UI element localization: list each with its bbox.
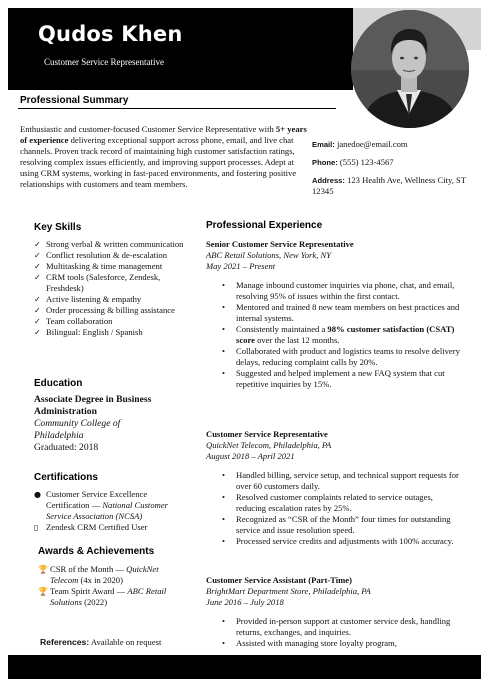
skill-item	[34, 272, 194, 294]
job-entry	[206, 575, 461, 649]
job-dates: June 2016 – July 2018	[206, 597, 284, 607]
job-bullets	[206, 280, 461, 390]
award-detail: (4x in 2020)	[78, 575, 123, 585]
trophy-icon: 🏆	[38, 587, 48, 596]
job-bullet	[206, 616, 461, 638]
address-value: 123 Health Ave, Wellness City, ST 12345	[312, 175, 466, 196]
email-label: Email:	[312, 140, 335, 149]
education-degree: Associate Degree in Business Administration	[34, 394, 152, 417]
job-bullet	[206, 324, 461, 346]
award-organization: ABC Retail Solutions	[50, 586, 167, 607]
skill-label: Strong verbal & written communication	[46, 239, 184, 249]
award-item	[38, 564, 188, 586]
job-bullet	[206, 492, 461, 514]
phone-value: (555) 123-4567	[339, 157, 394, 167]
award-label: CSR of the Month —	[50, 564, 127, 574]
job-bullet-text: Mentored and trained 8 new team members on best practices and internal systems.	[236, 302, 460, 323]
certifications-list	[34, 489, 192, 533]
check-icon: ✓	[34, 295, 41, 304]
job-bullet-highlight: 98% customer satisfaction (CSAT) score	[236, 324, 455, 345]
check-icon: ✓	[34, 273, 41, 282]
email-value: janedoe@email.com	[336, 139, 408, 149]
job-bullets	[206, 616, 461, 649]
skill-label: Team collaboration	[46, 316, 113, 326]
check-icon: ✓	[34, 306, 41, 315]
award-label: Team Spirit Award —	[50, 586, 128, 596]
skill-label: CRM tools (Salesforce, Zendesk, Freshdesk)	[46, 272, 161, 293]
header-bar	[8, 8, 353, 90]
skill-label: Bilingual: English / Spanish	[46, 327, 143, 337]
skill-label: Order processing & billing assistance	[46, 305, 175, 315]
job-bullet	[206, 536, 461, 547]
profile-photo	[351, 10, 469, 128]
references	[40, 637, 210, 648]
job-bullet	[206, 302, 461, 324]
contact-email	[312, 139, 472, 150]
education-school: Community College of Philadelphia	[34, 418, 121, 441]
education-heading: Education	[34, 378, 83, 389]
candidate-name: Qudos Khen	[38, 22, 183, 46]
summary-divider	[18, 108, 336, 109]
trophy-icon: 🏆	[38, 565, 48, 574]
skill-label: Conflict resolution & de-escalation	[46, 250, 167, 260]
summary-text-highlight: 5+ years of experience	[20, 124, 307, 145]
job-entry	[206, 429, 461, 547]
certification-item	[34, 522, 192, 533]
awards-heading: Awards & Achievements	[38, 546, 155, 557]
education-graduated: Graduated: 2018	[34, 442, 99, 453]
job-dates: August 2018 – April 2021	[206, 451, 295, 461]
job-bullet	[206, 280, 461, 302]
contact-phone	[312, 157, 472, 168]
job-bullet-text-end: over the last 12 months.	[254, 335, 340, 345]
job-title: Customer Service Assistant (Part-Time)	[206, 575, 352, 585]
award-item	[38, 586, 188, 608]
check-icon: ✓	[34, 251, 41, 260]
job-dates: May 2021 – Present	[206, 261, 276, 271]
job-bullet-text: Recognized as “CSR of the Month” four times for outstanding service and issue resolution speed.	[236, 514, 451, 535]
skill-item	[34, 261, 194, 272]
job-bullet-text: Consistently maintained a	[236, 324, 328, 334]
references-label: References:	[40, 637, 90, 647]
job-bullet	[206, 514, 461, 536]
check-icon: ✓	[34, 262, 41, 271]
certifications-heading: Certifications	[34, 472, 98, 483]
job-bullet-text: Processed service credits and adjustments with 100% accuracy.	[236, 536, 454, 546]
job-bullet-text: Collaborated with product and logistics teams to resolve delivery delays, reducing complaint calls by 20%.	[236, 346, 460, 367]
job-bullet	[206, 346, 461, 368]
job-title: Senior Customer Service Representative	[206, 239, 354, 249]
references-value: Available on request	[90, 637, 162, 647]
education-block	[34, 394, 194, 454]
certification-label: Zendesk CRM Certified User	[46, 522, 148, 532]
skills-list	[34, 239, 194, 338]
experience-heading: Professional Experience	[206, 220, 323, 231]
skill-item	[34, 294, 194, 305]
award-organization: QuickNet Telecom	[50, 564, 159, 585]
job-bullet-text: Provided in-person support at customer service desk, handling returns, exchanges, and inquiries.	[236, 616, 451, 637]
job-bullet	[206, 470, 461, 492]
check-icon: ✓	[34, 240, 41, 249]
summary-heading: Professional Summary	[20, 95, 129, 106]
job-bullet-text: Handled billing, service setup, and technical support requests for over 60 customers daily.	[236, 470, 459, 491]
certification-item	[34, 489, 192, 522]
job-company: BrightMart Department Store, Philadelphia, PA	[206, 586, 371, 596]
footer-bar	[8, 655, 481, 679]
job-entry	[206, 239, 461, 390]
job-bullets	[206, 470, 461, 547]
check-icon: ✓	[34, 328, 41, 337]
job-bullet	[206, 638, 461, 649]
address-label: Address:	[312, 176, 345, 185]
summary-text	[20, 124, 307, 190]
summary-text-end: delivering exceptional support across phone, email, and live chat channels. Proven track record of maintaining high customer satisfaction ratings, resolving complex issues efficiently, and improving support processes. Adept at using CRM systems, working in fast-paced environments, and fostering positive relationships with customers and team members.	[20, 135, 297, 189]
job-bullet-text: Suggested and helped implement a new FAQ system that cut repetitive inquiries by 15%.	[236, 368, 445, 389]
phone-label: Phone:	[312, 158, 338, 167]
job-bullet-text: Resolved customer complaints related to service outages, reducing escalation rates by 25%.	[236, 492, 433, 513]
awards-list	[38, 564, 188, 608]
bullet-icon: ●	[34, 490, 41, 499]
box-icon: ▯	[34, 523, 39, 532]
job-bullet-text: Assisted with managing store loyalty program,	[236, 638, 397, 648]
skill-item	[34, 250, 194, 261]
skill-item	[34, 239, 194, 250]
summary-text-start: Enthusiastic and customer-focused Customer Service Representative with	[20, 124, 276, 134]
certification-issuer: National Customer Service Association (NCSA)	[46, 500, 168, 521]
job-company: ABC Retail Solutions, New York, NY	[206, 250, 332, 260]
skills-heading: Key Skills	[34, 222, 82, 233]
job-bullet	[206, 368, 461, 390]
check-icon: ✓	[34, 317, 41, 326]
skill-label: Active listening & empathy	[46, 294, 142, 304]
certification-label: Customer Service Excellence Certification —	[46, 489, 148, 510]
candidate-role: Customer Service Representative	[44, 57, 164, 67]
job-title: Customer Service Representative	[206, 429, 328, 439]
award-detail: (2022)	[82, 597, 108, 607]
job-company: QuickNet Telecom, Philadelphia, PA	[206, 440, 332, 450]
skill-item	[34, 327, 194, 338]
skill-item	[34, 305, 194, 316]
skill-item	[34, 316, 194, 327]
contact-address	[312, 175, 472, 197]
job-bullet-text: Manage inbound customer inquiries via phone, chat, and email, resolving 95% of issues within the first contact.	[236, 280, 455, 301]
skill-label: Multitasking & time management	[46, 261, 163, 271]
